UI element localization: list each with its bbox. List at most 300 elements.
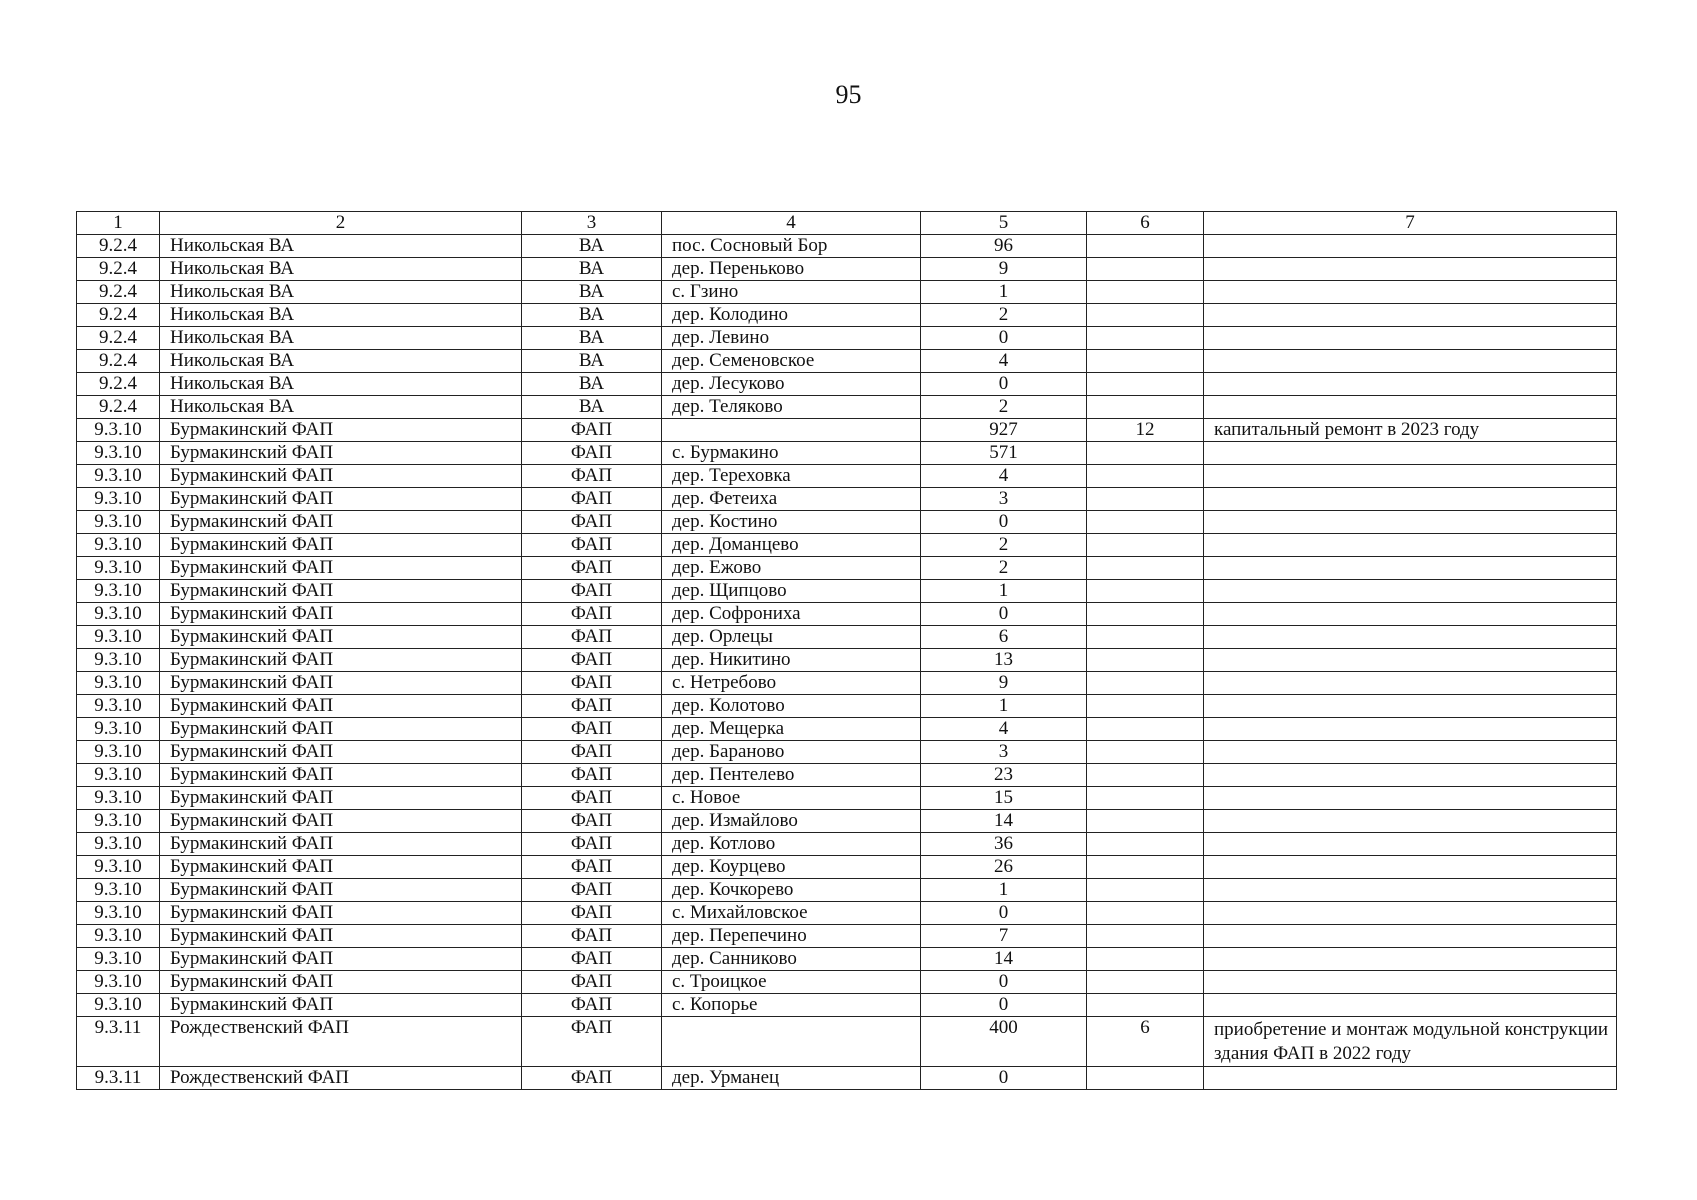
table-row	[77, 971, 1617, 994]
institution-name-cell: Бурмакинский ФАП	[160, 879, 522, 902]
value-cell: 400	[921, 1017, 1087, 1067]
institution-type-cell: ВА	[522, 396, 662, 419]
extra-value-cell	[1087, 511, 1204, 534]
data-table-container	[76, 211, 1617, 1090]
extra-value-cell	[1087, 603, 1204, 626]
page-number: 95	[835, 80, 862, 109]
table-row	[77, 1017, 1617, 1067]
extra-value-cell	[1087, 948, 1204, 971]
row-number-cell: 9.3.10	[77, 718, 160, 741]
extra-value-cell	[1087, 580, 1204, 603]
row-number-cell: 9.3.10	[77, 649, 160, 672]
institution-type-cell: ФАП	[522, 971, 662, 994]
extra-value-cell	[1087, 396, 1204, 419]
note-cell	[1204, 741, 1617, 764]
table-row	[77, 327, 1617, 350]
institution-type-cell: ФАП	[522, 856, 662, 879]
extra-value-cell	[1087, 810, 1204, 833]
table-row	[77, 810, 1617, 833]
note-cell	[1204, 879, 1617, 902]
note-cell	[1204, 235, 1617, 258]
extra-value-cell	[1087, 833, 1204, 856]
institution-type-cell: ФАП	[522, 442, 662, 465]
institution-type-cell: ФАП	[522, 465, 662, 488]
note-cell	[1204, 856, 1617, 879]
row-number-cell: 9.3.10	[77, 879, 160, 902]
settlement-cell: дер. Измайлово	[662, 810, 921, 833]
settlement-cell: с. Копорье	[662, 994, 921, 1017]
value-cell: 15	[921, 787, 1087, 810]
settlement-cell: дер. Щипцово	[662, 580, 921, 603]
institution-name-cell: Бурмакинский ФАП	[160, 557, 522, 580]
institution-type-cell: ВА	[522, 235, 662, 258]
note-cell	[1204, 626, 1617, 649]
institution-type-cell: ФАП	[522, 925, 662, 948]
settlement-cell: с. Бурмакино	[662, 442, 921, 465]
extra-value-cell	[1087, 235, 1204, 258]
note-cell	[1204, 649, 1617, 672]
institution-name-cell: Никольская ВА	[160, 304, 522, 327]
table-row	[77, 672, 1617, 695]
settlement-cell: дер. Пентелево	[662, 764, 921, 787]
settlement-cell: с. Михайловское	[662, 902, 921, 925]
row-number-cell: 9.3.10	[77, 557, 160, 580]
institution-type-cell: ФАП	[522, 695, 662, 718]
row-number-cell: 9.3.10	[77, 810, 160, 833]
table-row	[77, 787, 1617, 810]
note-cell	[1204, 603, 1617, 626]
row-number-cell: 9.3.10	[77, 948, 160, 971]
institution-name-cell: Бурмакинский ФАП	[160, 810, 522, 833]
institution-name-cell: Никольская ВА	[160, 373, 522, 396]
institution-name-cell: Бурмакинский ФАП	[160, 626, 522, 649]
table-row	[77, 511, 1617, 534]
note-cell	[1204, 672, 1617, 695]
value-cell: 0	[921, 373, 1087, 396]
note-cell	[1204, 350, 1617, 373]
value-cell: 3	[921, 488, 1087, 511]
value-cell: 0	[921, 1067, 1087, 1090]
row-number-cell: 9.3.10	[77, 534, 160, 557]
settlement-cell: дер. Семеновское	[662, 350, 921, 373]
table-row	[77, 718, 1617, 741]
note-cell	[1204, 327, 1617, 350]
institution-name-cell: Бурмакинский ФАП	[160, 925, 522, 948]
row-number-cell: 9.2.4	[77, 304, 160, 327]
value-cell: 0	[921, 902, 1087, 925]
settlement-cell: дер. Переньково	[662, 258, 921, 281]
settlement-cell: дер. Бараново	[662, 741, 921, 764]
extra-value-cell	[1087, 695, 1204, 718]
value-cell: 2	[921, 304, 1087, 327]
header-cell: 3	[522, 212, 662, 235]
value-cell: 4	[921, 350, 1087, 373]
settlement-cell: с. Новое	[662, 787, 921, 810]
institution-type-cell: ФАП	[522, 787, 662, 810]
data-table	[76, 211, 1617, 1090]
extra-value-cell	[1087, 557, 1204, 580]
settlement-cell: дер. Перепечино	[662, 925, 921, 948]
table-row	[77, 925, 1617, 948]
institution-type-cell: ФАП	[522, 649, 662, 672]
institution-type-cell: ФАП	[522, 557, 662, 580]
settlement-cell: дер. Колотово	[662, 695, 921, 718]
settlement-cell: дер. Котлово	[662, 833, 921, 856]
table-row	[77, 902, 1617, 925]
institution-name-cell: Никольская ВА	[160, 396, 522, 419]
table-body	[77, 212, 1617, 1090]
table-row	[77, 534, 1617, 557]
value-cell: 2	[921, 557, 1087, 580]
row-number-cell: 9.3.10	[77, 442, 160, 465]
note-cell: приобретение и монтаж модульной конструкции здания ФАП в 2022 году	[1204, 1017, 1617, 1067]
value-cell: 13	[921, 649, 1087, 672]
extra-value-cell	[1087, 925, 1204, 948]
header-cell: 2	[160, 212, 522, 235]
value-cell: 2	[921, 534, 1087, 557]
table-row	[77, 419, 1617, 442]
institution-name-cell: Никольская ВА	[160, 281, 522, 304]
settlement-cell: дер. Теляково	[662, 396, 921, 419]
institution-name-cell: Бурмакинский ФАП	[160, 695, 522, 718]
settlement-cell: дер. Софрониха	[662, 603, 921, 626]
note-cell	[1204, 695, 1617, 718]
institution-name-cell: Бурмакинский ФАП	[160, 419, 522, 442]
row-number-cell: 9.2.4	[77, 396, 160, 419]
extra-value-cell	[1087, 442, 1204, 465]
table-row	[77, 488, 1617, 511]
value-cell: 3	[921, 741, 1087, 764]
extra-value-cell	[1087, 626, 1204, 649]
extra-value-cell	[1087, 465, 1204, 488]
note-cell	[1204, 833, 1617, 856]
row-number-cell: 9.3.10	[77, 419, 160, 442]
institution-type-cell: ВА	[522, 373, 662, 396]
extra-value-cell	[1087, 304, 1204, 327]
settlement-cell: дер. Колодино	[662, 304, 921, 327]
institution-type-cell: ФАП	[522, 741, 662, 764]
extra-value-cell	[1087, 971, 1204, 994]
institution-name-cell: Бурмакинский ФАП	[160, 787, 522, 810]
note-cell	[1204, 764, 1617, 787]
institution-name-cell: Бурмакинский ФАП	[160, 971, 522, 994]
row-number-cell: 9.3.10	[77, 741, 160, 764]
note-cell	[1204, 534, 1617, 557]
value-cell: 0	[921, 971, 1087, 994]
table-row	[77, 948, 1617, 971]
extra-value-cell	[1087, 649, 1204, 672]
extra-value-cell	[1087, 258, 1204, 281]
extra-value-cell	[1087, 902, 1204, 925]
institution-type-cell: ФАП	[522, 764, 662, 787]
note-cell	[1204, 902, 1617, 925]
value-cell: 14	[921, 810, 1087, 833]
note-cell	[1204, 580, 1617, 603]
row-number-cell: 9.3.11	[77, 1017, 160, 1067]
table-row	[77, 580, 1617, 603]
table-row	[77, 304, 1617, 327]
institution-name-cell: Рождественский ФАП	[160, 1017, 522, 1067]
institution-name-cell: Никольская ВА	[160, 235, 522, 258]
institution-name-cell: Бурмакинский ФАП	[160, 580, 522, 603]
note-cell	[1204, 258, 1617, 281]
settlement-cell: дер. Санниково	[662, 948, 921, 971]
note-cell	[1204, 994, 1617, 1017]
institution-type-cell: ВА	[522, 304, 662, 327]
row-number-cell: 9.3.10	[77, 856, 160, 879]
table-row	[77, 879, 1617, 902]
row-number-cell: 9.3.10	[77, 764, 160, 787]
value-cell: 6	[921, 626, 1087, 649]
note-cell	[1204, 396, 1617, 419]
value-cell: 0	[921, 511, 1087, 534]
institution-name-cell: Бурмакинский ФАП	[160, 534, 522, 557]
institution-type-cell: ФАП	[522, 718, 662, 741]
extra-value-cell: 12	[1087, 419, 1204, 442]
note-cell	[1204, 511, 1617, 534]
settlement-cell: пос. Сосновый Бор	[662, 235, 921, 258]
settlement-cell: дер. Лесуково	[662, 373, 921, 396]
institution-type-cell: ФАП	[522, 994, 662, 1017]
table-row	[77, 695, 1617, 718]
note-cell	[1204, 373, 1617, 396]
value-cell: 2	[921, 396, 1087, 419]
settlement-cell: дер. Фетеиха	[662, 488, 921, 511]
settlement-cell: дер. Костино	[662, 511, 921, 534]
settlement-cell: дер. Никитино	[662, 649, 921, 672]
institution-type-cell: ФАП	[522, 948, 662, 971]
note-cell	[1204, 971, 1617, 994]
institution-type-cell: ФАП	[522, 902, 662, 925]
extra-value-cell	[1087, 672, 1204, 695]
institution-type-cell: ФАП	[522, 488, 662, 511]
institution-name-cell: Бурмакинский ФАП	[160, 764, 522, 787]
value-cell: 1	[921, 281, 1087, 304]
table-row	[77, 1067, 1617, 1090]
note-cell	[1204, 1067, 1617, 1090]
row-number-cell: 9.3.10	[77, 787, 160, 810]
row-number-cell: 9.3.10	[77, 603, 160, 626]
extra-value-cell	[1087, 787, 1204, 810]
table-row	[77, 626, 1617, 649]
header-cell: 7	[1204, 212, 1617, 235]
institution-name-cell: Бурмакинский ФАП	[160, 511, 522, 534]
institution-type-cell: ВА	[522, 327, 662, 350]
settlement-cell: дер. Ежово	[662, 557, 921, 580]
value-cell: 0	[921, 994, 1087, 1017]
value-cell: 1	[921, 879, 1087, 902]
extra-value-cell	[1087, 488, 1204, 511]
note-cell	[1204, 810, 1617, 833]
settlement-cell: дер. Доманцево	[662, 534, 921, 557]
table-row	[77, 258, 1617, 281]
row-number-cell: 9.2.4	[77, 350, 160, 373]
extra-value-cell	[1087, 994, 1204, 1017]
value-cell: 9	[921, 258, 1087, 281]
header-cell: 4	[662, 212, 921, 235]
institution-name-cell: Бурмакинский ФАП	[160, 994, 522, 1017]
value-cell: 14	[921, 948, 1087, 971]
institution-type-cell: ФАП	[522, 580, 662, 603]
settlement-cell: дер. Мещерка	[662, 718, 921, 741]
table-row	[77, 603, 1617, 626]
table-row	[77, 350, 1617, 373]
note-cell	[1204, 465, 1617, 488]
extra-value-cell	[1087, 373, 1204, 396]
settlement-cell: дер. Тереховка	[662, 465, 921, 488]
table-row	[77, 281, 1617, 304]
row-number-cell: 9.2.4	[77, 235, 160, 258]
table-row	[77, 833, 1617, 856]
settlement-cell: дер. Кочкорево	[662, 879, 921, 902]
value-cell: 0	[921, 603, 1087, 626]
settlement-cell: дер. Урманец	[662, 1067, 921, 1090]
institution-name-cell: Бурмакинский ФАП	[160, 465, 522, 488]
institution-type-cell: ФАП	[522, 603, 662, 626]
row-number-cell: 9.3.10	[77, 488, 160, 511]
row-number-cell: 9.3.10	[77, 971, 160, 994]
value-cell: 927	[921, 419, 1087, 442]
value-cell: 36	[921, 833, 1087, 856]
table-row	[77, 373, 1617, 396]
settlement-cell: дер. Орлецы	[662, 626, 921, 649]
extra-value-cell	[1087, 718, 1204, 741]
note-cell	[1204, 718, 1617, 741]
extra-value-cell: 6	[1087, 1017, 1204, 1067]
table-row	[77, 994, 1617, 1017]
table-row	[77, 465, 1617, 488]
settlement-cell: с. Нетребово	[662, 672, 921, 695]
settlement-cell	[662, 1017, 921, 1067]
institution-type-cell: ФАП	[522, 1067, 662, 1090]
note-cell	[1204, 281, 1617, 304]
extra-value-cell	[1087, 350, 1204, 373]
value-cell: 4	[921, 718, 1087, 741]
settlement-cell: с. Гзино	[662, 281, 921, 304]
institution-type-cell: ВА	[522, 350, 662, 373]
row-number-cell: 9.3.10	[77, 672, 160, 695]
institution-type-cell: ФАП	[522, 626, 662, 649]
note-cell	[1204, 948, 1617, 971]
row-number-cell: 9.3.10	[77, 925, 160, 948]
row-number-cell: 9.3.10	[77, 695, 160, 718]
extra-value-cell	[1087, 741, 1204, 764]
value-cell: 1	[921, 695, 1087, 718]
note-cell	[1204, 557, 1617, 580]
row-number-cell: 9.3.10	[77, 626, 160, 649]
row-number-cell: 9.3.10	[77, 994, 160, 1017]
row-number-cell: 9.3.10	[77, 580, 160, 603]
institution-name-cell: Бурмакинский ФАП	[160, 603, 522, 626]
institution-name-cell: Никольская ВА	[160, 350, 522, 373]
institution-name-cell: Бурмакинский ФАП	[160, 488, 522, 511]
value-cell: 571	[921, 442, 1087, 465]
settlement-cell: дер. Левино	[662, 327, 921, 350]
table-row	[77, 557, 1617, 580]
institution-name-cell: Бурмакинский ФАП	[160, 649, 522, 672]
extra-value-cell	[1087, 879, 1204, 902]
note-cell	[1204, 488, 1617, 511]
settlement-cell: с. Троицкое	[662, 971, 921, 994]
extra-value-cell	[1087, 534, 1204, 557]
table-row	[77, 741, 1617, 764]
header-cell: 6	[1087, 212, 1204, 235]
institution-name-cell: Рождественский ФАП	[160, 1067, 522, 1090]
institution-type-cell: ФАП	[522, 1017, 662, 1067]
note-cell	[1204, 787, 1617, 810]
institution-name-cell: Бурмакинский ФАП	[160, 948, 522, 971]
note-cell	[1204, 304, 1617, 327]
extra-value-cell	[1087, 856, 1204, 879]
value-cell: 7	[921, 925, 1087, 948]
institution-type-cell: ФАП	[522, 810, 662, 833]
value-cell: 9	[921, 672, 1087, 695]
extra-value-cell	[1087, 764, 1204, 787]
institution-type-cell: ФАП	[522, 511, 662, 534]
value-cell: 23	[921, 764, 1087, 787]
row-number-cell: 9.2.4	[77, 281, 160, 304]
row-number-cell: 9.2.4	[77, 327, 160, 350]
extra-value-cell	[1087, 281, 1204, 304]
institution-type-cell: ФАП	[522, 833, 662, 856]
institution-type-cell: ФАП	[522, 534, 662, 557]
settlement-cell	[662, 419, 921, 442]
table-row	[77, 396, 1617, 419]
institution-name-cell: Бурмакинский ФАП	[160, 902, 522, 925]
row-number-cell: 9.2.4	[77, 258, 160, 281]
row-number-cell: 9.2.4	[77, 373, 160, 396]
table-row	[77, 649, 1617, 672]
institution-type-cell: ФАП	[522, 879, 662, 902]
value-cell: 0	[921, 327, 1087, 350]
settlement-cell: дер. Коурцево	[662, 856, 921, 879]
row-number-cell: 9.3.10	[77, 833, 160, 856]
institution-name-cell: Бурмакинский ФАП	[160, 672, 522, 695]
row-number-cell: 9.3.10	[77, 902, 160, 925]
institution-type-cell: ВА	[522, 258, 662, 281]
header-cell: 5	[921, 212, 1087, 235]
value-cell: 26	[921, 856, 1087, 879]
institution-name-cell: Никольская ВА	[160, 258, 522, 281]
institution-type-cell: ФАП	[522, 419, 662, 442]
institution-name-cell: Бурмакинский ФАП	[160, 833, 522, 856]
institution-type-cell: ВА	[522, 281, 662, 304]
institution-name-cell: Бурмакинский ФАП	[160, 741, 522, 764]
value-cell: 96	[921, 235, 1087, 258]
table-row	[77, 856, 1617, 879]
institution-type-cell: ФАП	[522, 672, 662, 695]
institution-name-cell: Бурмакинский ФАП	[160, 718, 522, 741]
row-number-cell: 9.3.11	[77, 1067, 160, 1090]
value-cell: 1	[921, 580, 1087, 603]
table-header-row	[77, 212, 1617, 235]
extra-value-cell	[1087, 1067, 1204, 1090]
value-cell: 4	[921, 465, 1087, 488]
extra-value-cell	[1087, 327, 1204, 350]
header-cell: 1	[77, 212, 160, 235]
institution-name-cell: Никольская ВА	[160, 327, 522, 350]
institution-name-cell: Бурмакинский ФАП	[160, 442, 522, 465]
institution-name-cell: Бурмакинский ФАП	[160, 856, 522, 879]
row-number-cell: 9.3.10	[77, 511, 160, 534]
table-row	[77, 764, 1617, 787]
table-row	[77, 442, 1617, 465]
note-cell	[1204, 442, 1617, 465]
note-cell	[1204, 925, 1617, 948]
table-row	[77, 235, 1617, 258]
row-number-cell: 9.3.10	[77, 465, 160, 488]
note-cell: капитальный ремонт в 2023 году	[1204, 419, 1617, 442]
